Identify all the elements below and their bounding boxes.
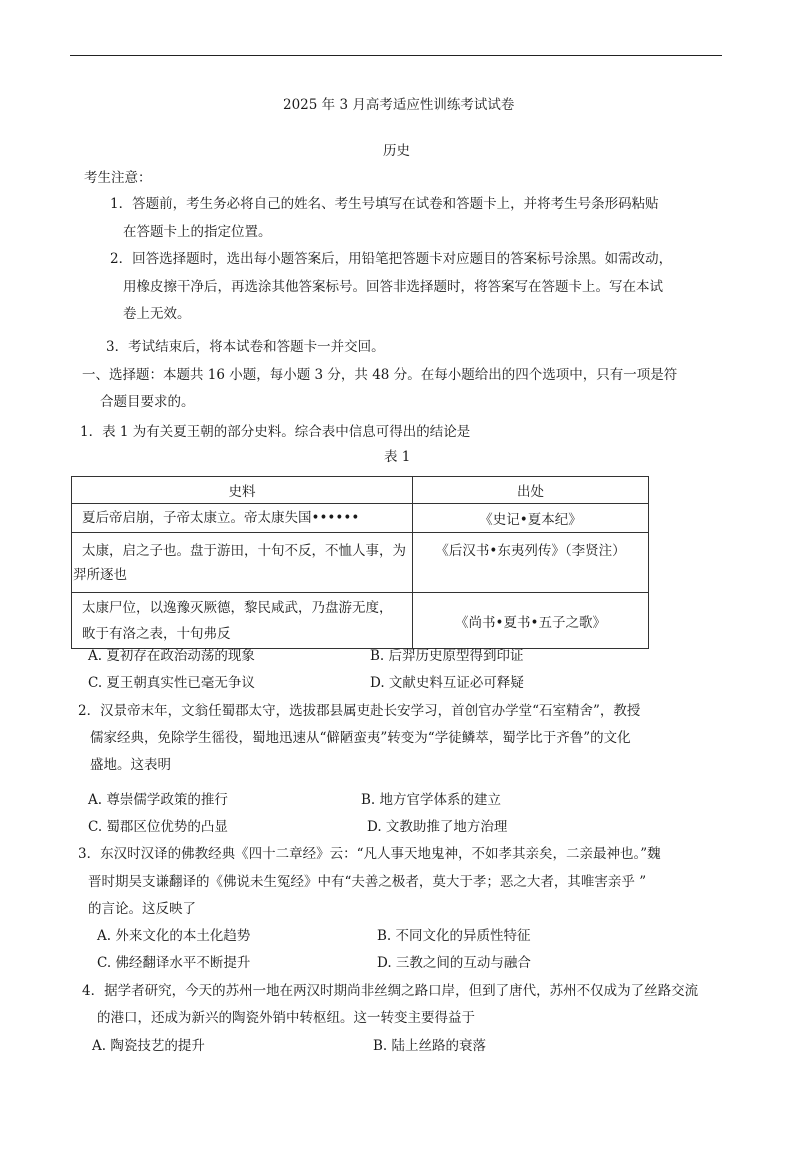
table-row [72,504,649,533]
notice-item-1 [110,198,659,212]
q2-option-d[interactable]: D. 文教助推了地方治理 [367,819,508,835]
notice-num: 3． [106,339,129,355]
header-rule [70,55,722,56]
section-heading-cont: 合题目要求的。 [100,394,195,410]
table-row [72,533,649,593]
q3-option-c[interactable]: C. 佛经翻译水平不断提升 [97,955,251,971]
notice-text: 答题前，考生务必将自己的姓名、考生号填写在试卷和答题卡上，并将考生号条形码粘贴 [132,196,659,212]
table-caption: 表 1 [384,449,411,465]
q1-option-d[interactable]: D. 文献史料互证必可释疑 [370,675,524,691]
q3-option-a[interactable]: A. 外来文化的本土化趋势 [97,928,251,944]
notice-text: 考试结束后，将本试卷和答题卡一并交回。 [128,339,385,355]
q2-stem-cont: 盛地。这表明 [90,757,171,773]
exam-title: 2025 年 3 月高考适应性训练考试试卷 [283,97,515,113]
subject-title: 历史 [383,143,410,159]
q3-stem-cont: 晋时期吴支谦翻译的《佛说未生冤经》中有“夫善之极者，莫大于孝；恶之大者，其唯害亲乎 ” [88,874,647,890]
notice-heading: 考生注意： [84,170,152,186]
q3-option-b[interactable]: B. 不同文化的异质性特征 [377,928,531,944]
table-cell-text: 太康尸位，以逸豫灭厥德，黎民咸武，乃盘游无度， 畋于有洛之表，十旬弗反 [72,593,413,649]
q4-stem: 4．据学者研究，今天的苏州一地在两汉时期尚非丝绸之路口岸，但到了唐代，苏州不仅成为了丝路交流 [82,983,699,999]
q1-stem: 1．表 1 为有关夏王朝的部分史料。综合表中信息可得出的结论是 [80,424,471,440]
notice-item-3 [106,341,385,355]
notice-num: 1． [110,196,133,212]
notice-num: 2． [110,251,133,267]
table-header-row [72,477,649,504]
table-header-source-text: 史料 [72,477,413,504]
q2-option-c[interactable]: C. 蜀郡区位优势的凸显 [88,819,228,835]
notice-item-2-cont: 用橡皮擦干净后，再选涂其他答案标号。回答非选择题时，将答案写在答题卡上。写在本试 [123,279,663,295]
table-cell-text: 夏后帝启崩，子帝太康立。帝太康失国•••••• [72,504,413,533]
table-cell-origin: 《史记•夏本纪》 [413,504,649,533]
table-cell-origin: 《后汉书•东夷列传》（李贤注） [413,533,649,593]
table-header-origin: 出处 [413,477,649,504]
notice-item-2-cont: 卷上无效。 [123,306,191,322]
q3-option-d[interactable]: D. 三教之间的互动与融合 [377,955,531,971]
q2-option-b[interactable]: B. 地方官学体系的建立 [361,792,502,808]
q1-option-a[interactable]: A. 夏初存在政治动荡的现象 [88,648,255,664]
q3-stem-cont: 的言论。这反映了 [88,901,196,917]
q2-option-a[interactable]: A. 尊崇儒学政策的推行 [88,792,228,808]
source-table [71,476,649,649]
q1-option-b[interactable]: B. 后羿历史原型得到印证 [370,648,524,664]
table-cell-origin: 《尚书•夏书•五子之歌》 [413,593,649,649]
q4-stem-cont: 的港口，还成为新兴的陶瓷外销中转枢纽。这一转变主要得益于 [97,1010,475,1026]
notice-item-1-cont: 在答题卡上的指定位置。 [123,224,272,240]
q4-option-a[interactable]: A. 陶瓷技艺的提升 [92,1038,205,1054]
q2-stem-cont: 儒家经典，免除学生徭役，蜀地迅速从“僻陋蛮夷”转变为“学徒鳞萃，蜀学比于齐鲁”的文化 [90,730,631,746]
notice-text: 回答选择题时，选出每小题答案后，用铅笔把答题卡对应题目的答案标号涂黑。如需改动， [132,251,673,267]
q2-stem: 2．汉景帝末年，文翁任蜀郡太守，选拔郡县属吏赴长安学习，首创官办学堂“石室精舍”，教授 [78,703,641,719]
q4-option-b[interactable]: B. 陆上丝路的衰落 [373,1038,487,1054]
table-row [72,593,649,649]
q3-stem: 3．东汉时汉译的佛教经典《四十二章经》云：“凡人事天地鬼神，不如孝其亲矣，二亲最神也。”魏 [78,846,661,862]
q1-option-c[interactable]: C. 夏王朝真实性已毫无争议 [88,675,255,691]
notice-item-2 [110,253,672,267]
table-cell-text: 太康，启之子也。盘于游田，十旬不反，不恤人事，为 羿所逐也 [72,533,413,593]
section-heading: 一、选择题：本题共 16 小题，每小题 3 分，共 48 分。在每小题给出的四个选项中，只有一项是符 [82,367,678,383]
